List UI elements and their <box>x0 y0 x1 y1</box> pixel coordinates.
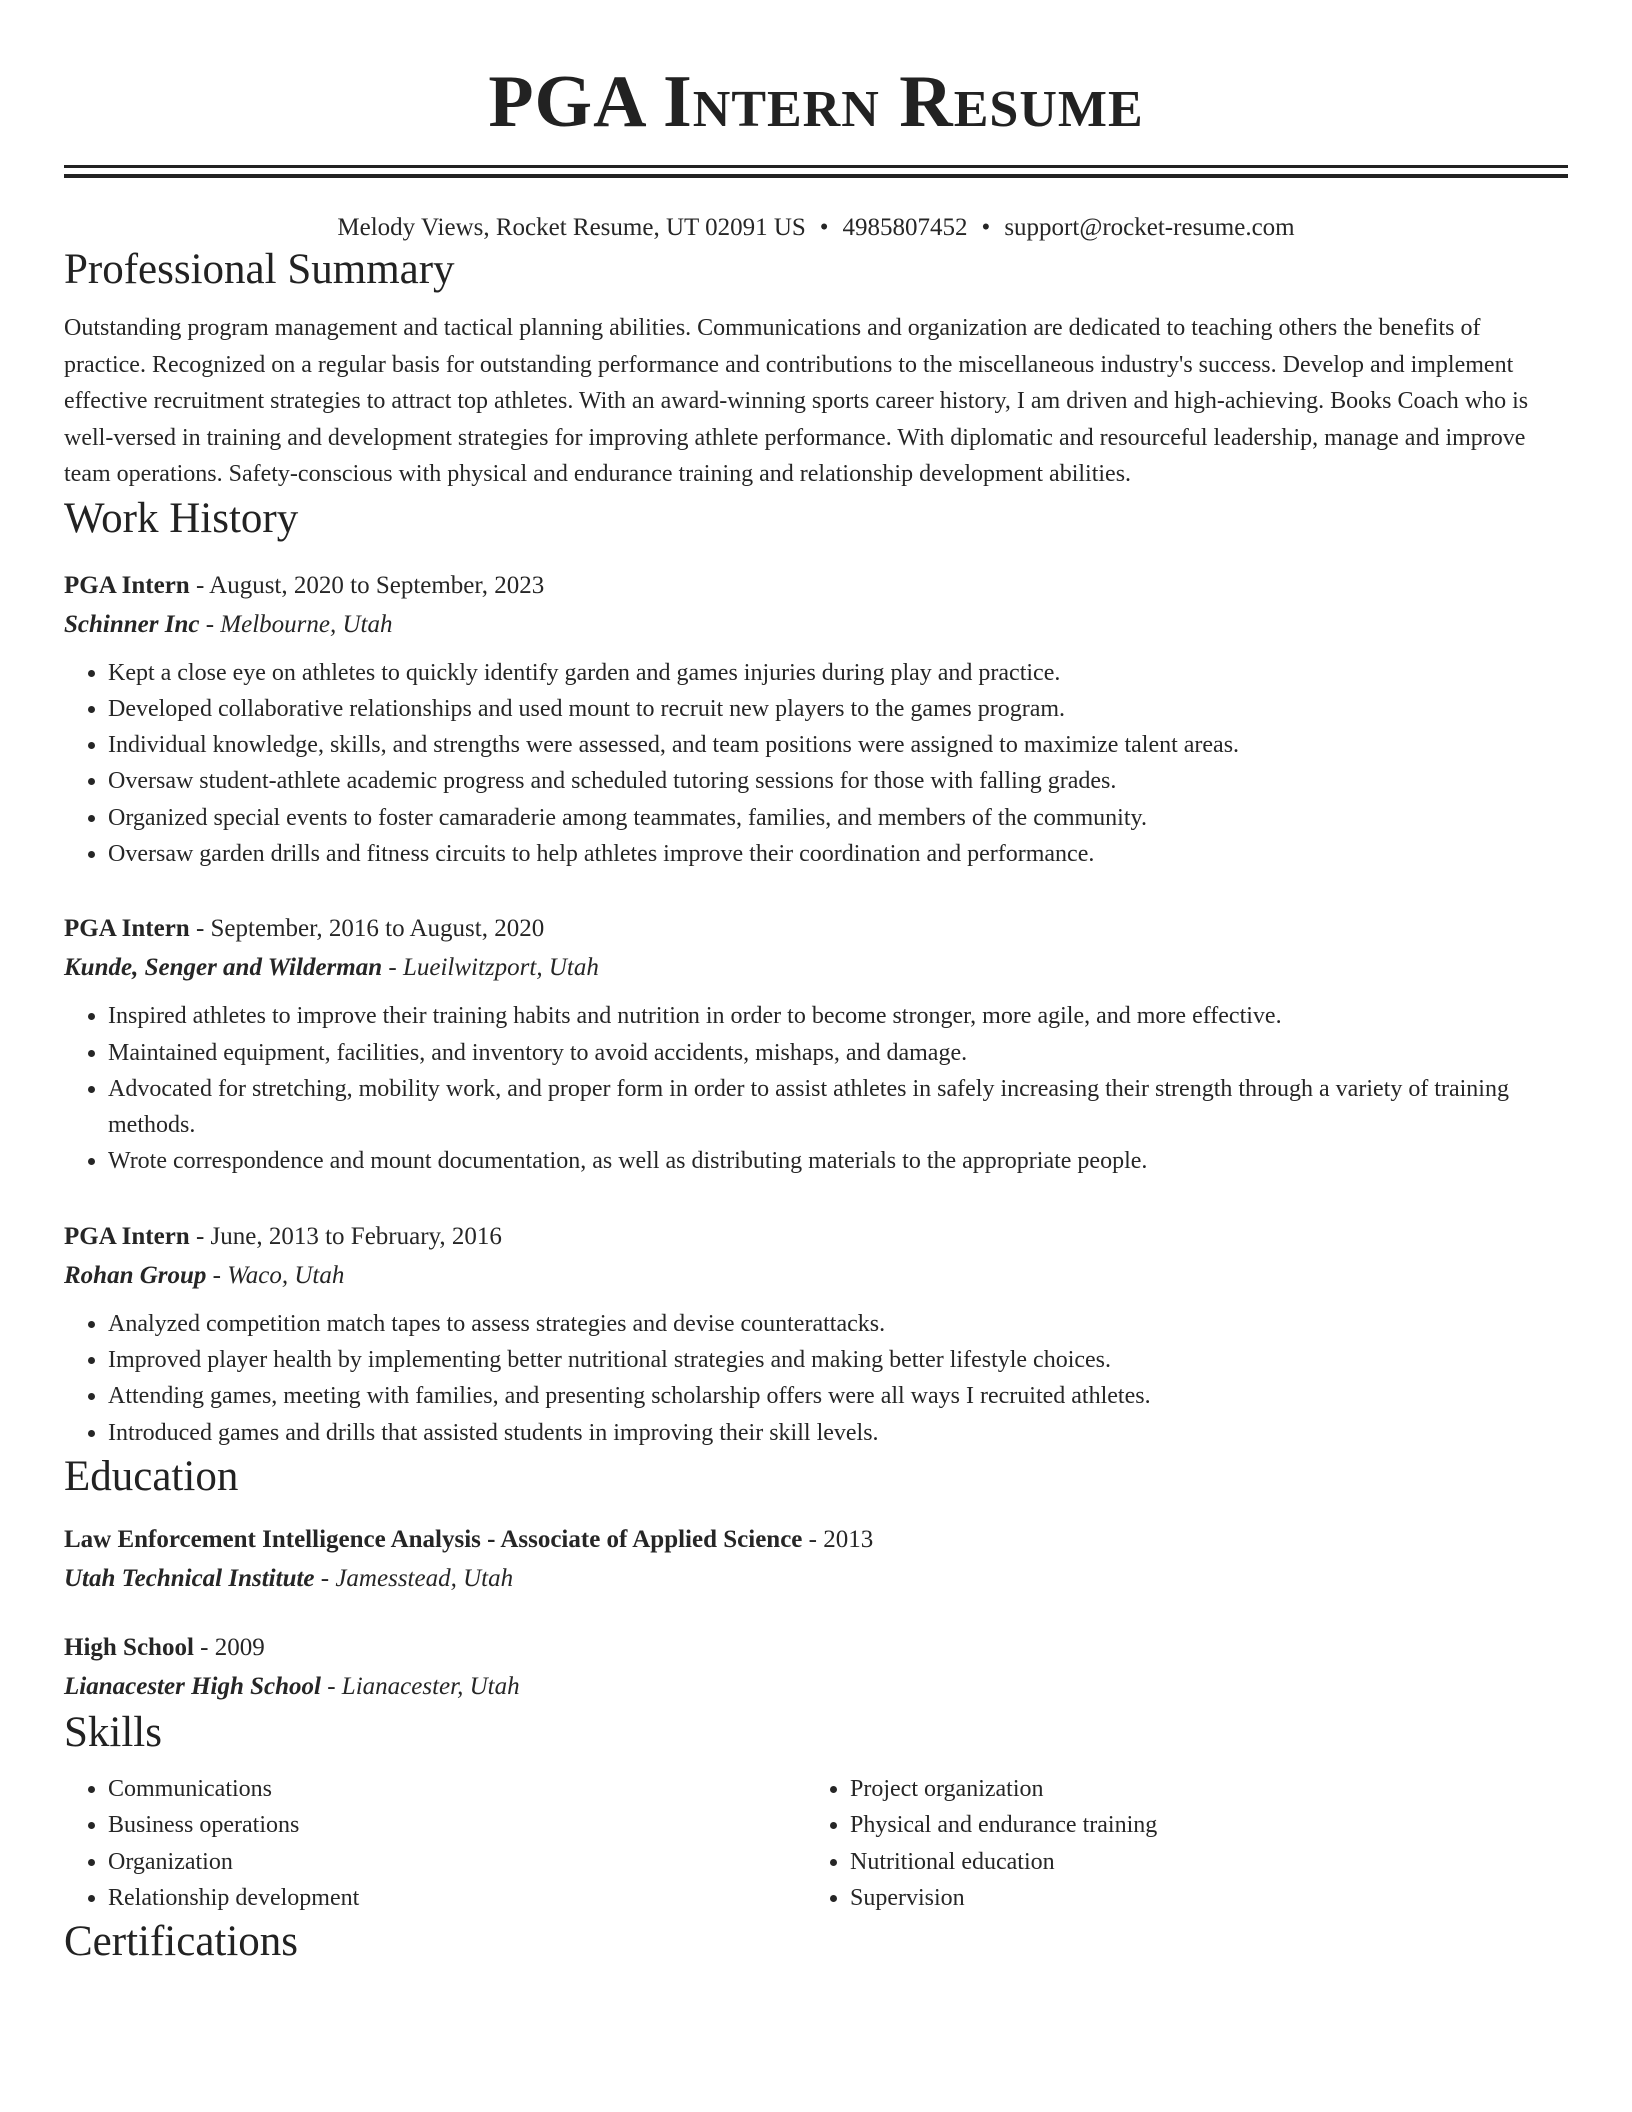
job-company-line <box>64 1256 1568 1296</box>
education-school-line <box>64 1667 1568 1707</box>
job-title-line <box>64 1218 1568 1256</box>
job-bullet: • Oversaw garden drills and fitness circuits to help athletes improve their coordination and performance. <box>108 836 1568 872</box>
job-company: Kunde, Senger and Wilderman <box>64 954 383 982</box>
contact-separator: • <box>819 214 829 241</box>
job-title-line <box>64 910 1568 948</box>
job-bullet: • Attending games, meeting with families, and presenting scholarship offers were all ways I recruited athletes. <box>108 1378 1568 1414</box>
job-bullet: • Improved player health by implementing better nutritional strategies and making better lifestyle choices. <box>108 1342 1568 1378</box>
job-bullet: • Oversaw student-athlete academic progress and scheduled tutoring sessions for those with falling grades. <box>108 763 1568 799</box>
contact-line <box>64 212 1568 244</box>
education-degree: High School <box>64 1633 194 1661</box>
job-company-line <box>64 948 1568 988</box>
education-school: Utah Technical Institute <box>64 1564 315 1592</box>
education-location: - Lianacester, Utah <box>320 1672 520 1700</box>
job-location: - Waco, Utah <box>206 1261 345 1289</box>
skills-list-left <box>64 1771 806 1916</box>
education-year: - 2013 <box>802 1525 874 1553</box>
skills-list-right <box>806 1771 1568 1916</box>
job-title-line <box>64 567 1568 605</box>
contact-phone: 4985807452 <box>842 214 968 241</box>
job-bullet: • Analyzed competition match tapes to assess strategies and devise counterattacks. <box>108 1306 1568 1342</box>
resume-title: PGA Intern Resume <box>488 61 1144 143</box>
job-bullet: • Introduced games and drills that assisted students in improving their skill levels. <box>108 1415 1568 1451</box>
job-entry <box>64 567 1568 873</box>
education-entry <box>64 1521 1568 1599</box>
job-dates: - September, 2016 to August, 2020 <box>189 915 545 943</box>
job-company: Schinner Inc <box>64 610 200 638</box>
education-degree-line <box>64 1629 1568 1667</box>
title-rule-top <box>64 165 1568 168</box>
job-entry <box>64 910 1568 1179</box>
job-bullet: • Maintained equipment, facilities, and inventory to avoid accidents, mishaps, and damage. <box>108 1035 1568 1071</box>
education-school-line <box>64 1559 1568 1599</box>
job-location: - Lueilwitzport, Utah <box>382 954 599 982</box>
contact-address: Melody Views, Rocket Resume, UT 02091 US <box>337 214 806 241</box>
job-dates: - August, 2020 to September, 2023 <box>189 571 545 599</box>
job-title: PGA Intern <box>64 1222 190 1250</box>
job-dates: - June, 2013 to February, 2016 <box>189 1222 502 1250</box>
skill-item: • Communications <box>108 1771 806 1807</box>
job-location: - Melbourne, Utah <box>199 610 393 638</box>
skill-item: • Business operations <box>108 1807 806 1843</box>
job-bullet-list <box>64 655 1568 873</box>
job-company: Rohan Group <box>64 1261 207 1289</box>
education-degree: Law Enforcement Intelligence Analysis - Associate of Applied Science <box>64 1525 803 1553</box>
education-location: - Jamesstead, Utah <box>314 1564 514 1592</box>
job-bullet: • Developed collaborative relationships and used mount to recruit new players to the games program. <box>108 691 1568 727</box>
education-year: - 2009 <box>193 1633 265 1661</box>
skill-item: • Project organization <box>850 1771 1568 1807</box>
skill-item: • Relationship development <box>108 1880 806 1916</box>
summary-text: Outstanding program management and tactical planning abilities. Communications and organization are dedicated to teaching others the benefits of practice. Recognized on a regular basis for outstanding performance and contributions to the miscellaneous industry's success. Develop and implement effective recruitment strategies to attract top athletes. With an award-winning sports career history, I am driven and high-achieving. Books Coach who is well-versed in training and development strategies for improving athlete performance. With diplomatic and resourceful leadership, manage and improve team operations. Safety-conscious with physical and endurance training and relationship development abilities. <box>64 315 1529 487</box>
title-rule-bottom <box>64 174 1568 178</box>
job-bullet: • Kept a close eye on athletes to quickly identify garden and games injuries during play and practice. <box>108 655 1568 691</box>
skills-heading: Skills <box>64 1708 162 1756</box>
job-bullet-list <box>64 998 1568 1179</box>
education-school: Lianacester High School <box>64 1672 321 1700</box>
job-bullet: • Advocated for stretching, mobility work, and proper form in order to assist athletes in safely increasing their strength through a variety of training methods. <box>108 1071 1568 1144</box>
job-bullet-list <box>64 1306 1568 1451</box>
job-bullet: • Individual knowledge, skills, and strengths were assessed, and team positions were assigned to maximize talent areas. <box>108 727 1568 763</box>
job-bullet: • Inspired athletes to improve their training habits and nutrition in order to become stronger, more agile, and more effective. <box>108 998 1568 1034</box>
job-bullet: • Wrote correspondence and mount documentation, as well as distributing materials to the appropriate people. <box>108 1143 1568 1179</box>
skills-grid <box>64 1771 1568 1916</box>
education-heading: Education <box>64 1452 239 1500</box>
job-title: PGA Intern <box>64 571 190 599</box>
skill-item: • Supervision <box>850 1880 1568 1916</box>
skill-item: • Organization <box>108 1844 806 1880</box>
job-bullet: • Organized special events to foster camaraderie among teammates, families, and members of the community. <box>108 800 1568 836</box>
education-entry <box>64 1629 1568 1707</box>
contact-separator: • <box>981 214 991 241</box>
skill-item: • Physical and endurance training <box>850 1807 1568 1843</box>
job-company-line <box>64 605 1568 645</box>
education-degree-line <box>64 1521 1568 1559</box>
summary-heading: Professional Summary <box>64 246 455 293</box>
certifications-heading: Certifications <box>64 1918 299 1966</box>
job-title: PGA Intern <box>64 915 190 943</box>
contact-email: support@rocket-resume.com <box>1004 214 1295 241</box>
skill-item: • Nutritional education <box>850 1844 1568 1880</box>
job-entry <box>64 1218 1568 1451</box>
work-history-heading: Work History <box>64 494 299 542</box>
